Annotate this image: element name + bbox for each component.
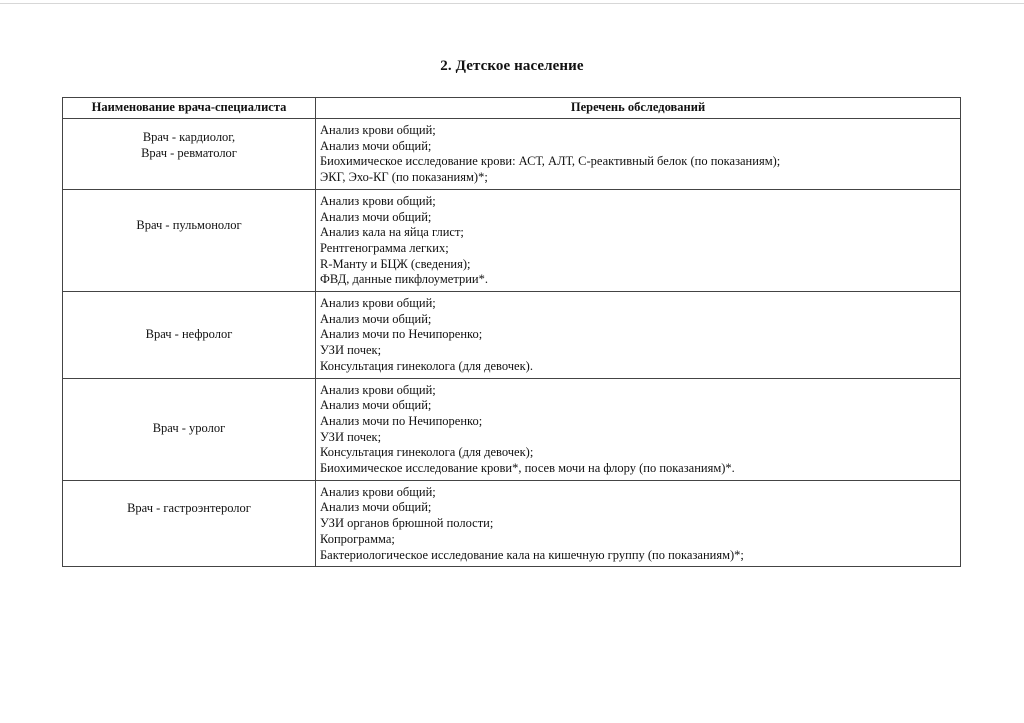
doctor-name: Врач - гастроэнтеролог [127,500,251,515]
table-row [63,292,961,379]
exams-cell [316,480,961,567]
doctor-name: Врач - уролог [152,421,226,436]
exam-item: Анализ крови общий; [320,123,436,137]
exam-item: Анализ крови общий; [320,193,436,208]
exam-item: УЗИ почек; [320,343,382,358]
header-examinations: Перечень обследований [316,98,961,119]
exam-item: Анализ мочи общий; [320,209,432,224]
scan-top-edge [0,3,1024,4]
table-row [63,378,961,480]
header-specialist: Наименование врача-специалиста [63,98,316,119]
exam-item: R-Манту и БЦЖ (сведения); [320,256,471,271]
exam-item: Анализ мочи общий; [320,138,432,153]
table-header-row [63,98,961,119]
exams-cell [316,292,961,379]
exam-item: Анализ кала на яйца глист; [320,225,464,240]
exam-item: УЗИ почек; [320,429,382,444]
exams-cell [316,378,961,480]
exam-item: Копрограмма; [320,531,395,546]
exam-item: Анализ крови общий; [320,484,436,499]
exam-item: УЗИ органов брюшной полости; [320,516,494,531]
exam-item: Анализ мочи общий; [320,398,432,413]
exam-item: Консультация гинеколога (для девочек); [320,445,534,460]
exam-item: Анализ крови общий; [320,296,436,311]
exam-item: ФВД, данные пикфлоуметрии*. [320,272,488,287]
doctor-cell [63,189,316,291]
exams-cell [316,189,961,291]
doctor-name: Врач - кардиолог, [142,130,236,145]
doctor-cell [63,292,316,379]
examinations-table [62,97,961,567]
table-row [63,189,961,291]
exam-item: Анализ мочи общий; [320,311,432,326]
doctor-cell [63,119,316,190]
exam-item: Биохимическое исследование крови: АСТ, АЛТ, С-реактивный белок (по показаниям); [320,154,781,169]
exams-cell [316,119,961,190]
section-title: 2. Детское население [440,58,584,74]
doctor-name: Врач - нефролог [145,326,233,341]
exam-item: Консультация гинеколога (для девочек). [320,358,533,373]
exam-item: Рентгенограмма легких; [320,240,449,255]
doctor-name: Врач - пульмонолог [136,217,242,232]
exam-item: Бактериологическое исследование кала на кишечную группу (по показаниям)*; [320,547,744,562]
exam-item: ЭКГ, Эхо-КГ (по показаниям)*; [320,170,488,185]
exam-item: Анализ мочи общий; [320,500,432,515]
exam-item: Анализ мочи по Нечипоренко; [320,327,483,342]
table-row [63,480,961,567]
exam-item: Анализ мочи по Нечипоренко; [320,413,483,428]
table-row [63,119,961,190]
doctor-cell [63,378,316,480]
doctor-cell [63,480,316,567]
exam-item: Биохимическое исследование крови*, посев мочи на флору (по показаниям)*. [320,461,735,476]
exam-item: Анализ крови общий; [320,382,436,397]
doctor-name: Врач - ревматолог [141,145,237,160]
